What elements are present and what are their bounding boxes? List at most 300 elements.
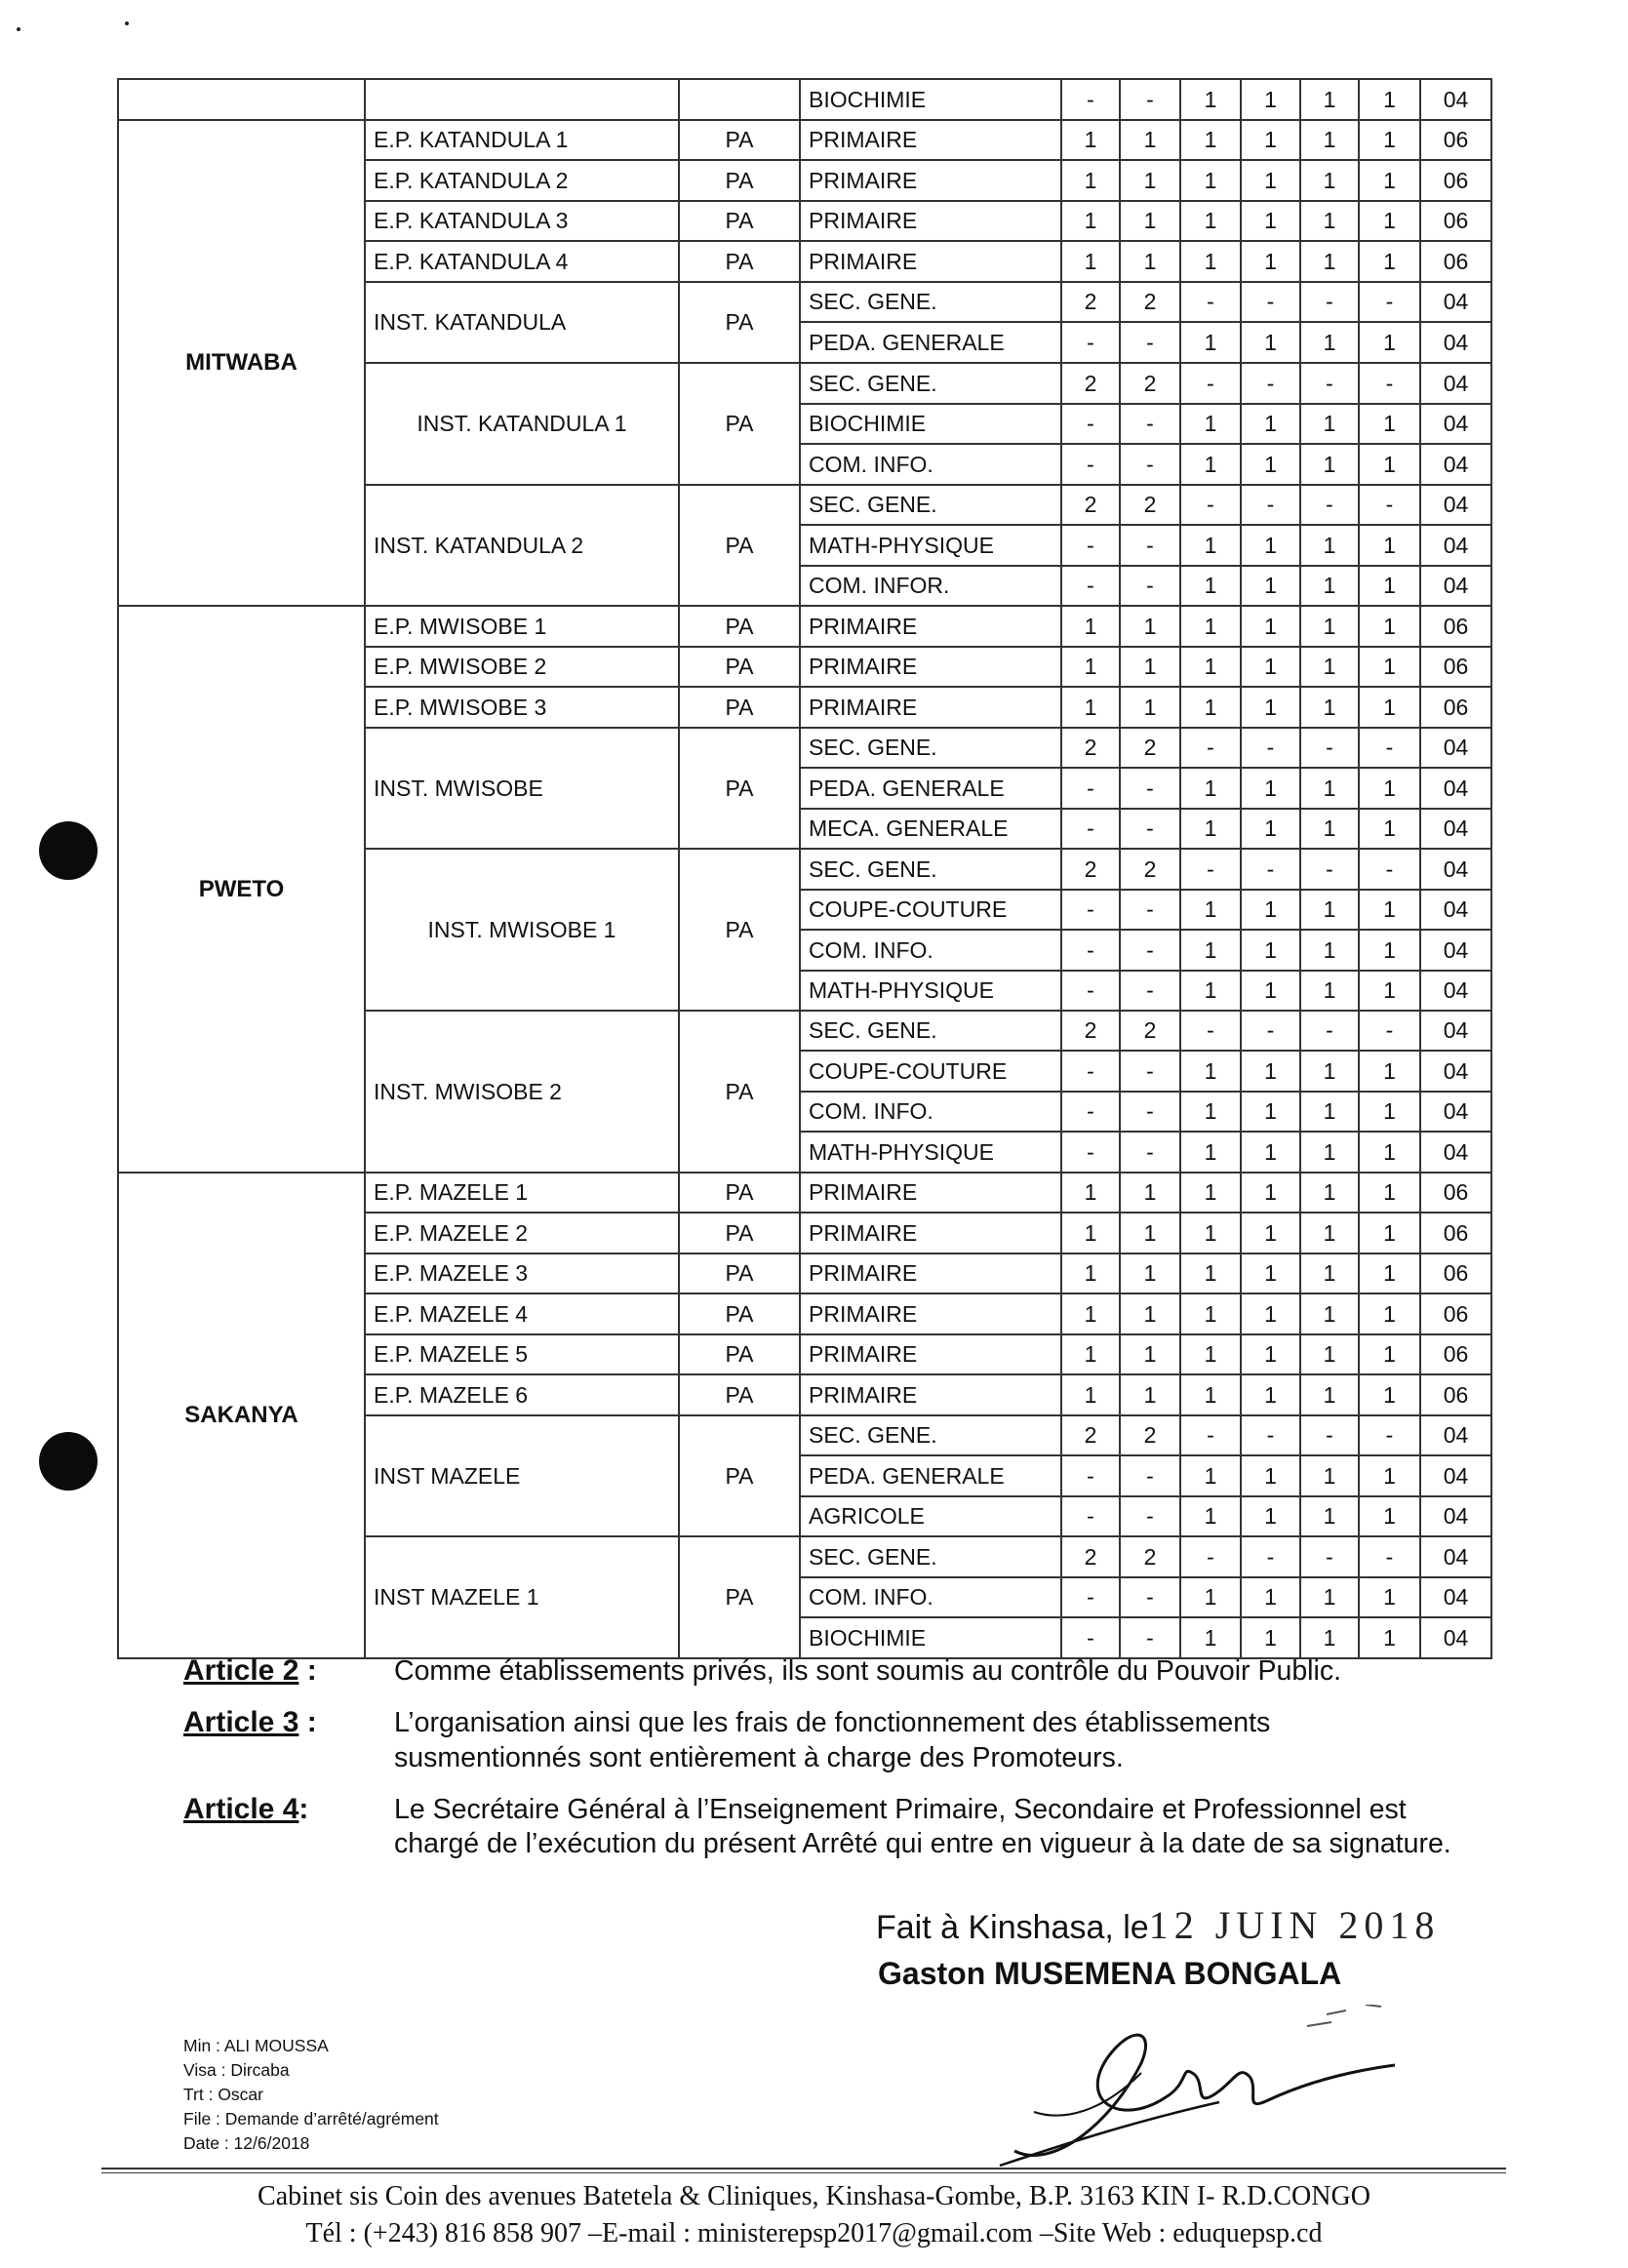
- date-stamp: 12 JUIN 2018: [1148, 1903, 1441, 1947]
- class-count-cell: 1: [1180, 1173, 1241, 1213]
- class-count-cell: 1: [1300, 120, 1359, 160]
- total-cell: 04: [1420, 1092, 1491, 1132]
- class-count-cell: -: [1061, 1455, 1120, 1496]
- class-count-cell: 1: [1241, 606, 1300, 647]
- class-count-cell: 1: [1241, 241, 1300, 282]
- regime-cell: PA: [679, 647, 800, 687]
- total-cell: 04: [1420, 566, 1491, 606]
- class-count-cell: 1: [1180, 647, 1241, 687]
- class-count-cell: 1: [1061, 1253, 1120, 1293]
- class-count-cell: 1: [1300, 1455, 1359, 1496]
- total-cell: 06: [1420, 1173, 1491, 1213]
- option-cell: COM. INFO.: [800, 1092, 1061, 1132]
- class-count-cell: 1: [1120, 687, 1180, 728]
- meta-line: Min : ALI MOUSSA: [183, 2036, 329, 2055]
- class-count-cell: 1: [1180, 444, 1241, 485]
- class-count-cell: 1: [1061, 241, 1120, 282]
- regime-cell: PA: [679, 160, 800, 201]
- class-count-cell: -: [1300, 1415, 1359, 1455]
- class-count-cell: -: [1241, 363, 1300, 404]
- class-count-cell: 1: [1241, 890, 1300, 930]
- class-count-cell: -: [1120, 809, 1180, 849]
- class-count-cell: -: [1180, 728, 1241, 768]
- option-cell: PRIMAIRE: [800, 1293, 1061, 1334]
- option-cell: COM. INFO.: [800, 444, 1061, 485]
- school-name-cell: E.P. KATANDULA 1: [365, 120, 679, 160]
- scan-speck: [17, 27, 20, 31]
- class-count-cell: 1: [1241, 525, 1300, 566]
- article-separator: :: [298, 1706, 317, 1739]
- class-count-cell: 1: [1120, 160, 1180, 201]
- class-count-cell: -: [1359, 1011, 1420, 1051]
- option-cell: PEDA. GENERALE: [800, 1455, 1061, 1496]
- school-name-cell: E.P. MAZELE 4: [365, 1293, 679, 1334]
- option-cell: COM. INFOR.: [800, 566, 1061, 606]
- school-name-cell: INST MAZELE: [365, 1415, 679, 1536]
- class-count-cell: 1: [1241, 1253, 1300, 1293]
- option-cell: MATH-PHYSIQUE: [800, 525, 1061, 566]
- class-count-cell: 1: [1241, 930, 1300, 971]
- class-count-cell: 2: [1061, 1415, 1120, 1455]
- class-count-cell: 2: [1120, 1536, 1180, 1577]
- total-cell: 06: [1420, 606, 1491, 647]
- total-cell: 04: [1420, 1132, 1491, 1173]
- table-row: [118, 120, 1491, 160]
- regime-cell: PA: [679, 1253, 800, 1293]
- option-cell: COM. INFO.: [800, 930, 1061, 971]
- class-count-cell: 1: [1180, 1577, 1241, 1617]
- class-count-cell: -: [1061, 1577, 1120, 1617]
- class-count-cell: 1: [1300, 1374, 1359, 1415]
- class-count-cell: 1: [1180, 1617, 1241, 1658]
- class-count-cell: -: [1120, 1455, 1180, 1496]
- regime-cell: PA: [679, 485, 800, 606]
- class-count-cell: -: [1120, 1092, 1180, 1132]
- class-count-cell: -: [1359, 485, 1420, 525]
- total-cell: 04: [1420, 1051, 1491, 1092]
- class-count-cell: 1: [1359, 241, 1420, 282]
- option-cell: COM. INFO.: [800, 1577, 1061, 1617]
- class-count-cell: 1: [1180, 404, 1241, 444]
- class-count-cell: 1: [1241, 1577, 1300, 1617]
- class-count-cell: -: [1120, 404, 1180, 444]
- class-count-cell: 1: [1300, 1496, 1359, 1536]
- class-count-cell: -: [1300, 282, 1359, 322]
- option-cell: PRIMAIRE: [800, 1213, 1061, 1253]
- total-cell: 04: [1420, 79, 1491, 120]
- regime-cell: PA: [679, 363, 800, 485]
- class-count-cell: 1: [1300, 201, 1359, 241]
- class-count-cell: -: [1359, 363, 1420, 404]
- class-count-cell: 1: [1359, 1173, 1420, 1213]
- total-cell: 06: [1420, 1374, 1491, 1415]
- class-count-cell: 1: [1061, 1293, 1120, 1334]
- regime-cell: PA: [679, 687, 800, 728]
- total-cell: 06: [1420, 241, 1491, 282]
- class-count-cell: 1: [1120, 1293, 1180, 1334]
- class-count-cell: -: [1061, 525, 1120, 566]
- class-count-cell: -: [1061, 404, 1120, 444]
- school-name-cell: E.P. MWISOBE 1: [365, 606, 679, 647]
- class-count-cell: 1: [1300, 647, 1359, 687]
- option-cell: PRIMAIRE: [800, 160, 1061, 201]
- class-count-cell: 1: [1180, 241, 1241, 282]
- school-name-cell: INST. KATANDULA 1: [365, 363, 679, 485]
- class-count-cell: 1: [1359, 1374, 1420, 1415]
- class-count-cell: 1: [1359, 971, 1420, 1011]
- school-name-cell: E.P. MWISOBE 3: [365, 687, 679, 728]
- footer-contact: Tél : (+243) 816 858 907 –E-mail : ministerepsp2017@gmail.com –Site Web : eduquepsp.cd: [305, 2218, 1323, 2248]
- option-cell: COUPE-COUTURE: [800, 1051, 1061, 1092]
- class-count-cell: 1: [1180, 1051, 1241, 1092]
- class-count-cell: 1: [1120, 241, 1180, 282]
- meta-line: Date : 12/6/2018: [183, 2133, 310, 2153]
- class-count-cell: 1: [1359, 322, 1420, 363]
- class-count-cell: 1: [1300, 160, 1359, 201]
- class-count-cell: 1: [1061, 1374, 1120, 1415]
- class-count-cell: 2: [1120, 282, 1180, 322]
- class-count-cell: 1: [1241, 566, 1300, 606]
- class-count-cell: 1: [1120, 120, 1180, 160]
- class-count-cell: 1: [1359, 647, 1420, 687]
- class-count-cell: 1: [1300, 890, 1359, 930]
- class-count-cell: 1: [1359, 1334, 1420, 1374]
- footer-address: Cabinet sis Coin des avenues Batetela & Cliniques, Kinshasa-Gombe, B.P. 3163 KIN I- R.D.CONGO: [258, 2181, 1370, 2211]
- class-count-cell: 1: [1300, 606, 1359, 647]
- school-name-cell: INST. MWISOBE: [365, 728, 679, 849]
- school-name-cell: E.P. KATANDULA 2: [365, 160, 679, 201]
- option-cell: MECA. GENERALE: [800, 809, 1061, 849]
- class-count-cell: 2: [1061, 1536, 1120, 1577]
- article-2: [183, 1654, 1451, 1689]
- school-name-cell: E.P. MAZELE 1: [365, 1173, 679, 1213]
- class-count-cell: 1: [1241, 768, 1300, 809]
- option-cell: PRIMAIRE: [800, 606, 1061, 647]
- total-cell: 04: [1420, 971, 1491, 1011]
- table-row: [118, 606, 1491, 647]
- class-count-cell: 1: [1061, 1334, 1120, 1374]
- option-cell: MATH-PHYSIQUE: [800, 971, 1061, 1011]
- class-count-cell: 1: [1061, 201, 1120, 241]
- total-cell: 06: [1420, 1253, 1491, 1293]
- option-cell: PRIMAIRE: [800, 1334, 1061, 1374]
- class-count-cell: -: [1061, 1617, 1120, 1658]
- handwritten-signature: [995, 2005, 1424, 2175]
- territory-cell: PWETO: [118, 606, 365, 1173]
- class-count-cell: -: [1359, 282, 1420, 322]
- class-count-cell: -: [1061, 566, 1120, 606]
- class-count-cell: 1: [1300, 1253, 1359, 1293]
- class-count-cell: 2: [1061, 282, 1120, 322]
- class-count-cell: -: [1180, 849, 1241, 890]
- option-cell: PRIMAIRE: [800, 241, 1061, 282]
- class-count-cell: 1: [1241, 1617, 1300, 1658]
- school-name-cell: E.P. MAZELE 6: [365, 1374, 679, 1415]
- class-count-cell: 1: [1241, 444, 1300, 485]
- school-name-cell: E.P. KATANDULA 3: [365, 201, 679, 241]
- class-count-cell: -: [1120, 768, 1180, 809]
- class-count-cell: 2: [1061, 728, 1120, 768]
- class-count-cell: 1: [1180, 890, 1241, 930]
- regime-cell: PA: [679, 1374, 800, 1415]
- total-cell: 06: [1420, 1213, 1491, 1253]
- option-cell: COUPE-COUTURE: [800, 890, 1061, 930]
- school-name-cell: INST. KATANDULA: [365, 282, 679, 363]
- class-count-cell: -: [1300, 728, 1359, 768]
- class-count-cell: -: [1120, 444, 1180, 485]
- meta-line: File : Demande d’arrêté/agrément: [183, 2109, 439, 2129]
- class-count-cell: 1: [1300, 525, 1359, 566]
- class-count-cell: 1: [1300, 930, 1359, 971]
- class-count-cell: 2: [1120, 485, 1180, 525]
- class-count-cell: 1: [1120, 1173, 1180, 1213]
- article-text: Le Secrétaire Général à l’Enseignement Primaire, Secondaire et Professionnel est chargé de l’exécution du présent Arrêté qui entre en vigueur à la date de sa signature.: [394, 1793, 1451, 1860]
- class-count-cell: 1: [1180, 1496, 1241, 1536]
- total-cell: 04: [1420, 849, 1491, 890]
- school-name-cell: E.P. MAZELE 3: [365, 1253, 679, 1293]
- total-cell: 04: [1420, 728, 1491, 768]
- class-count-cell: -: [1061, 1092, 1120, 1132]
- class-count-cell: -: [1120, 525, 1180, 566]
- class-count-cell: -: [1061, 768, 1120, 809]
- punch-hole: [39, 821, 98, 880]
- option-cell: AGRICOLE: [800, 1496, 1061, 1536]
- class-count-cell: 1: [1300, 687, 1359, 728]
- class-count-cell: 1: [1241, 971, 1300, 1011]
- option-cell: SEC. GENE.: [800, 1011, 1061, 1051]
- class-count-cell: 1: [1180, 768, 1241, 809]
- total-cell: 04: [1420, 363, 1491, 404]
- class-count-cell: -: [1120, 1617, 1180, 1658]
- class-count-cell: 1: [1180, 566, 1241, 606]
- option-cell: PRIMAIRE: [800, 647, 1061, 687]
- class-count-cell: 1: [1300, 1132, 1359, 1173]
- class-count-cell: 1: [1241, 322, 1300, 363]
- regime-cell: PA: [679, 241, 800, 282]
- class-count-cell: 1: [1061, 687, 1120, 728]
- class-count-cell: 1: [1180, 120, 1241, 160]
- class-count-cell: 1: [1241, 1173, 1300, 1213]
- class-count-cell: 1: [1241, 809, 1300, 849]
- class-count-cell: -: [1180, 1536, 1241, 1577]
- regime-cell: PA: [679, 1213, 800, 1253]
- class-count-cell: -: [1241, 849, 1300, 890]
- class-count-cell: 1: [1359, 768, 1420, 809]
- article-3: [183, 1706, 1451, 1775]
- option-cell: SEC. GENE.: [800, 728, 1061, 768]
- class-count-cell: 1: [1180, 160, 1241, 201]
- regime-cell: PA: [679, 201, 800, 241]
- class-count-cell: 1: [1180, 1374, 1241, 1415]
- class-count-cell: 2: [1120, 363, 1180, 404]
- total-cell: 04: [1420, 930, 1491, 971]
- class-count-cell: 1: [1241, 1293, 1300, 1334]
- class-count-cell: 1: [1061, 647, 1120, 687]
- class-count-cell: -: [1359, 1415, 1420, 1455]
- class-count-cell: 1: [1061, 120, 1120, 160]
- class-count-cell: 1: [1120, 1253, 1180, 1293]
- territory-cell: [118, 79, 365, 120]
- class-count-cell: -: [1061, 1496, 1120, 1536]
- class-count-cell: 1: [1359, 890, 1420, 930]
- regime-cell: PA: [679, 1173, 800, 1213]
- option-cell: BIOCHIMIE: [800, 1617, 1061, 1658]
- class-count-cell: 1: [1300, 1617, 1359, 1658]
- class-count-cell: 2: [1061, 363, 1120, 404]
- class-count-cell: 1: [1300, 971, 1359, 1011]
- class-count-cell: 1: [1180, 1132, 1241, 1173]
- option-cell: PEDA. GENERALE: [800, 322, 1061, 363]
- footer-rule: [101, 2168, 1506, 2169]
- total-cell: 06: [1420, 647, 1491, 687]
- class-count-cell: 1: [1359, 1132, 1420, 1173]
- class-count-cell: 1: [1300, 566, 1359, 606]
- regime-cell: PA: [679, 1536, 800, 1658]
- class-count-cell: 1: [1180, 1253, 1241, 1293]
- regime-cell: PA: [679, 120, 800, 160]
- article-separator: :: [298, 1654, 317, 1687]
- class-count-cell: -: [1300, 849, 1359, 890]
- option-cell: BIOCHIMIE: [800, 404, 1061, 444]
- class-count-cell: -: [1120, 1051, 1180, 1092]
- class-count-cell: 1: [1241, 201, 1300, 241]
- class-count-cell: 1: [1241, 1213, 1300, 1253]
- class-count-cell: -: [1180, 1415, 1241, 1455]
- class-count-cell: -: [1241, 1415, 1300, 1455]
- table-row: [118, 1173, 1491, 1213]
- class-count-cell: 1: [1180, 1455, 1241, 1496]
- class-count-cell: 1: [1359, 1496, 1420, 1536]
- class-count-cell: -: [1061, 809, 1120, 849]
- meta-line: Visa : Dircaba: [183, 2060, 290, 2080]
- option-cell: SEC. GENE.: [800, 1415, 1061, 1455]
- class-count-cell: 1: [1300, 809, 1359, 849]
- regime-cell: PA: [679, 606, 800, 647]
- place-text: Fait à Kinshasa, le: [876, 1909, 1149, 1946]
- schools-table: [117, 78, 1492, 1659]
- class-count-cell: 1: [1241, 1092, 1300, 1132]
- class-count-cell: -: [1241, 282, 1300, 322]
- internal-routing-info: [183, 2034, 439, 2156]
- school-name-cell: E.P. MWISOBE 2: [365, 647, 679, 687]
- class-count-cell: -: [1241, 1011, 1300, 1051]
- class-count-cell: 1: [1241, 1334, 1300, 1374]
- class-count-cell: 1: [1241, 1455, 1300, 1496]
- option-cell: MATH-PHYSIQUE: [800, 1132, 1061, 1173]
- class-count-cell: -: [1359, 1536, 1420, 1577]
- class-count-cell: -: [1300, 1536, 1359, 1577]
- class-count-cell: -: [1120, 971, 1180, 1011]
- article-label: Article 4: [183, 1792, 299, 1825]
- class-count-cell: 1: [1241, 120, 1300, 160]
- regime-cell: [679, 79, 800, 120]
- class-count-cell: 1: [1180, 322, 1241, 363]
- total-cell: 04: [1420, 404, 1491, 444]
- school-name-cell: INST MAZELE 1: [365, 1536, 679, 1658]
- class-count-cell: 2: [1061, 1011, 1120, 1051]
- regime-cell: PA: [679, 1011, 800, 1173]
- class-count-cell: -: [1120, 322, 1180, 363]
- class-count-cell: 1: [1300, 1051, 1359, 1092]
- class-count-cell: 1: [1180, 1334, 1241, 1374]
- class-count-cell: 1: [1359, 687, 1420, 728]
- regime-cell: PA: [679, 282, 800, 363]
- total-cell: 04: [1420, 890, 1491, 930]
- class-count-cell: 1: [1120, 647, 1180, 687]
- school-name-cell: E.P. KATANDULA 4: [365, 241, 679, 282]
- class-count-cell: 1: [1359, 1455, 1420, 1496]
- class-count-cell: 1: [1180, 971, 1241, 1011]
- class-count-cell: 1: [1359, 930, 1420, 971]
- class-count-cell: 1: [1241, 647, 1300, 687]
- class-count-cell: 1: [1180, 79, 1241, 120]
- class-count-cell: 1: [1180, 606, 1241, 647]
- option-cell: PRIMAIRE: [800, 201, 1061, 241]
- class-count-cell: 1: [1241, 1496, 1300, 1536]
- articles-section: [183, 1654, 1451, 1880]
- class-count-cell: -: [1241, 485, 1300, 525]
- class-count-cell: 1: [1180, 687, 1241, 728]
- class-count-cell: -: [1180, 1011, 1241, 1051]
- class-count-cell: -: [1120, 1132, 1180, 1173]
- total-cell: 04: [1420, 485, 1491, 525]
- school-name-cell: [365, 79, 679, 120]
- class-count-cell: -: [1061, 971, 1120, 1011]
- signer-name: Gaston MUSEMENA BONGALA: [878, 1956, 1342, 1991]
- article-label: Article 2: [183, 1654, 299, 1687]
- territory-cell: MITWABA: [118, 120, 365, 606]
- class-count-cell: -: [1180, 363, 1241, 404]
- class-count-cell: -: [1300, 363, 1359, 404]
- class-count-cell: 1: [1120, 201, 1180, 241]
- class-count-cell: 1: [1359, 566, 1420, 606]
- total-cell: 04: [1420, 1536, 1491, 1577]
- class-count-cell: 1: [1300, 79, 1359, 120]
- class-count-cell: 1: [1061, 1213, 1120, 1253]
- class-count-cell: 1: [1359, 525, 1420, 566]
- class-count-cell: -: [1120, 890, 1180, 930]
- place-and-date: [876, 1902, 1440, 1948]
- school-name-cell: E.P. MAZELE 2: [365, 1213, 679, 1253]
- class-count-cell: 1: [1241, 1132, 1300, 1173]
- option-cell: BIOCHIMIE: [800, 79, 1061, 120]
- class-count-cell: 1: [1300, 1293, 1359, 1334]
- total-cell: 04: [1420, 1577, 1491, 1617]
- article-text: Comme établissements privés, ils sont soumis au contrôle du Pouvoir Public.: [394, 1655, 1342, 1687]
- class-count-cell: 1: [1180, 525, 1241, 566]
- option-cell: PRIMAIRE: [800, 687, 1061, 728]
- class-count-cell: -: [1061, 322, 1120, 363]
- article-text: L’organisation ainsi que les frais de fonctionnement des établissements susmentionnés sont entièrement à charge des Promoteurs.: [394, 1707, 1271, 1773]
- total-cell: 04: [1420, 322, 1491, 363]
- territory-cell: SAKANYA: [118, 1173, 365, 1658]
- option-cell: SEC. GENE.: [800, 485, 1061, 525]
- class-count-cell: 1: [1300, 1213, 1359, 1253]
- class-count-cell: 1: [1241, 404, 1300, 444]
- school-name-cell: INST. KATANDULA 2: [365, 485, 679, 606]
- class-count-cell: 1: [1180, 1293, 1241, 1334]
- total-cell: 04: [1420, 1617, 1491, 1658]
- class-count-cell: 1: [1300, 241, 1359, 282]
- class-count-cell: -: [1300, 1011, 1359, 1051]
- class-count-cell: -: [1180, 282, 1241, 322]
- class-count-cell: -: [1241, 1536, 1300, 1577]
- class-count-cell: 1: [1300, 322, 1359, 363]
- class-count-cell: 1: [1241, 79, 1300, 120]
- class-count-cell: 1: [1359, 79, 1420, 120]
- meta-line: Trt : Oscar: [183, 2085, 263, 2104]
- option-cell: PEDA. GENERALE: [800, 768, 1061, 809]
